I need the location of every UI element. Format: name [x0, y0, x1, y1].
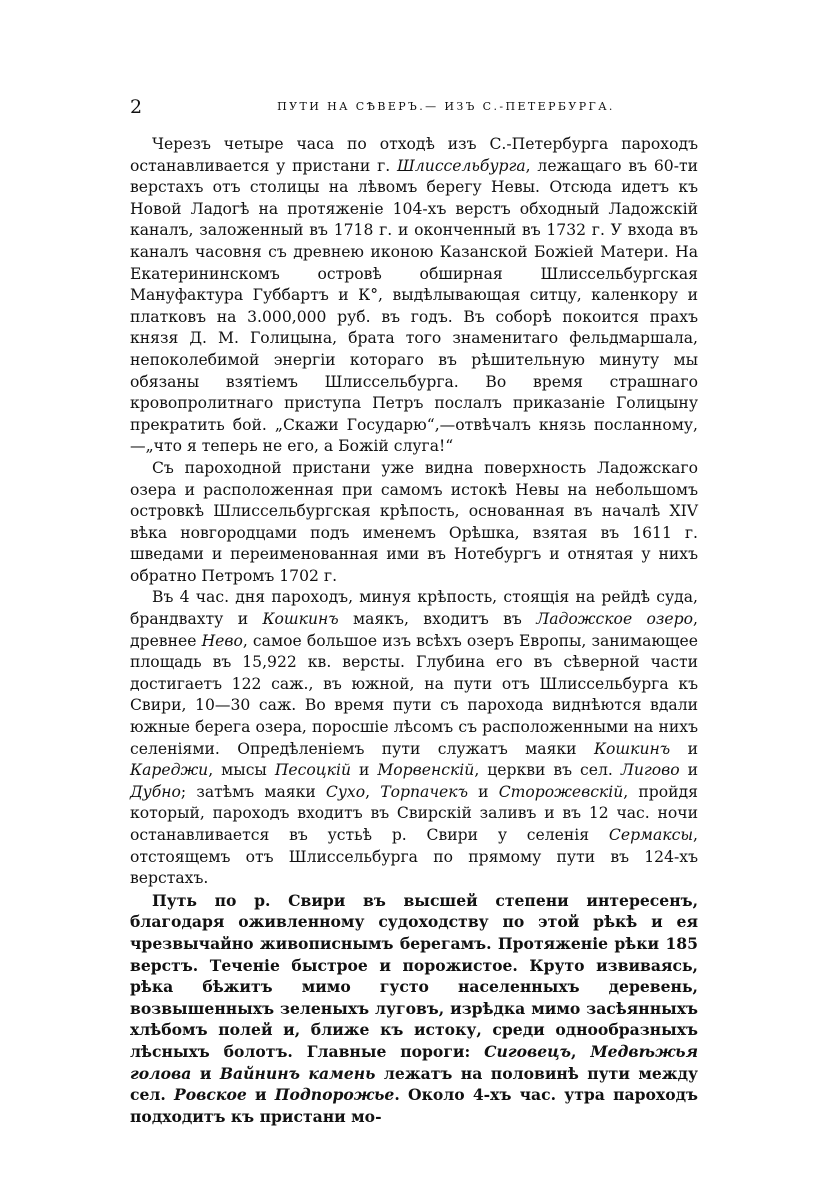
- place-name: Нево: [201, 631, 243, 650]
- place-name: Кошкинъ: [593, 739, 671, 758]
- text-run: Путь по р. Свири въ высшей степени интересенъ, благодаря оживленному судоходству по этой рѣкѣ и ея чрезвычайно живописнымъ берегамъ. Протяженіе рѣки 185 верстъ. Теченіе быстрое и порожистое. Круто извиваясь, рѣка бѣжитъ мимо густо населенныхъ деревень, возвышенныхъ зеленыхъ луговъ, изрѣдка мимо засѣянныхъ хлѣбомъ полей и, ближе къ истоку, среди однообразныхъ лѣсныхъ болотъ. Главные пороги:: [130, 890, 698, 1061]
- place-name: Ладожское озеро: [536, 610, 694, 629]
- text-run: маякъ, входитъ въ: [338, 610, 537, 629]
- text-run: лежатъ на половинѣ пути между сел.: [130, 1063, 698, 1105]
- place-name: Подпорожье: [274, 1085, 395, 1105]
- text-run: , древнее: [130, 610, 698, 650]
- text-run: Черезъ четыре часа по отходѣ изъ С.-Петербурга пароходъ останавливается у пристани г.: [130, 135, 698, 175]
- running-title: ПУТИ НА СѢВЕРЪ.— ИЗЪ С.-ПЕТЕРБУРГА.: [277, 100, 615, 113]
- text-run: ; затѣмъ маяки: [180, 782, 326, 801]
- text-run: и: [679, 761, 698, 780]
- text-run: . Около 4-хъ час. утра пароходъ подходитъ къ пристани мо-: [130, 1085, 698, 1126]
- paragraph-ladoga-view: [130, 458, 698, 588]
- place-name: Морвенскій: [377, 761, 475, 780]
- place-name: Дубно: [130, 782, 181, 801]
- place-name: Кошкинъ: [262, 610, 339, 629]
- page-header: [130, 96, 712, 120]
- place-name: Торпачекъ: [380, 782, 468, 801]
- place-name: Вайнинъ камень: [219, 1063, 376, 1083]
- place-name: Медвѣжья голова: [130, 1041, 699, 1083]
- page-number: 2: [130, 96, 143, 118]
- text-run: , отстоящемъ отъ Шлиссельбурга по прямому пути въ 124-хъ верстахъ.: [130, 826, 698, 888]
- body-text: [130, 134, 698, 1127]
- text-run: , церкви въ сел.: [474, 761, 621, 780]
- place-name: Сермаксы: [608, 826, 694, 844]
- paragraph-lake-crossing: [130, 587, 698, 889]
- text-run: , лежащаго въ 60-ти верстахъ отъ столицы на лѣвомъ берегу Невы. Отсюда идетъ къ Новой Ладогѣ на протяженіе 104-хъ верстъ обходный Ладожскій каналъ, заложенный въ 1718 г. и оконченный въ 1732 г. У входа въ каналъ часовня съ древнею иконою Казанской Божіей Матери. На Екатерининскомъ островѣ обширная Шлиссельбургская Мануфактура Губбартъ и К°, выдѣлывающая ситцу, каленкору и платковъ на 3.000,000 руб. въ годъ. Въ соборѣ покоится прахъ князя Д. М. Голицына, брата того знаменитаго фельдмаршала, непоколебимой энергіи котораго въ рѣшительную минуту мы обязаны взятіемъ Шлиссельбурга. Во время страшнаго кровопролитнаго приступа Петръ послалъ приказаніе Голицыну прекратить бой. „Скажи Государю“,—отвѣчалъ князь посланному,—„что я теперь не его, а Божій слуга!“: [130, 156, 698, 456]
- place-name: Песоцкій: [274, 761, 351, 780]
- text-run: , пройдя который, пароходъ входитъ въ Свирскій заливъ и въ 12 час. ночи останавливается въ устьѣ р. Свири у селенія: [130, 782, 698, 844]
- text-run: и: [350, 761, 378, 780]
- text-run: и: [246, 1085, 275, 1105]
- place-name: Сторожевскій: [498, 782, 624, 801]
- text-run: ,: [571, 1041, 591, 1061]
- place-name: Сухо: [325, 782, 366, 801]
- place-name: Шлиссельбурга: [397, 156, 526, 175]
- text-run: ,: [365, 782, 381, 801]
- paragraph-shlisselburg: [130, 134, 698, 458]
- place-name: Ровское: [174, 1085, 247, 1105]
- text-run: , мысы: [208, 761, 275, 780]
- text-run: , самое большое изъ всѣхъ озеръ Европы, занимающее площадь въ 15,922 кв. версты. Глубина его въ сѣверной части достигаетъ 122 саж., въ южной, на пути отъ Шлиссельбурга къ Свири, 10—30 саж. Во время пути съ парохода виднѣются вдали южные берега озера, поросшіе лѣсомъ съ расположенными на нихъ селеніями. Опредѣленіемъ пути служатъ маяки: [130, 631, 698, 758]
- place-name: Сиговецъ: [484, 1041, 572, 1061]
- text-run: и: [191, 1063, 220, 1083]
- text-run: Въ 4 час. дня пароходъ, минуя крѣпость, стоящія на рейдѣ суда, брандвахту и: [130, 588, 698, 629]
- place-name: Кареджи: [130, 761, 209, 780]
- place-name: Лигово: [620, 761, 680, 780]
- text-run: и: [670, 739, 698, 758]
- text-run: и: [467, 782, 499, 801]
- text-run: Съ пароходной пристани уже видна поверхность Ладожскаго озера и расположенная при самомъ истокѣ Невы на небольшомъ островкѣ Шлиссельбургская крѣпость, основанная въ началѣ XIV вѣка новгородцами подъ именемъ Орѣшка, взятая въ 1611 г. шведами и переименованная ими въ Нотебургъ и отнятая у нихъ обратно Петромъ 1702 г.: [130, 458, 698, 585]
- paragraph-svir: [130, 890, 698, 1128]
